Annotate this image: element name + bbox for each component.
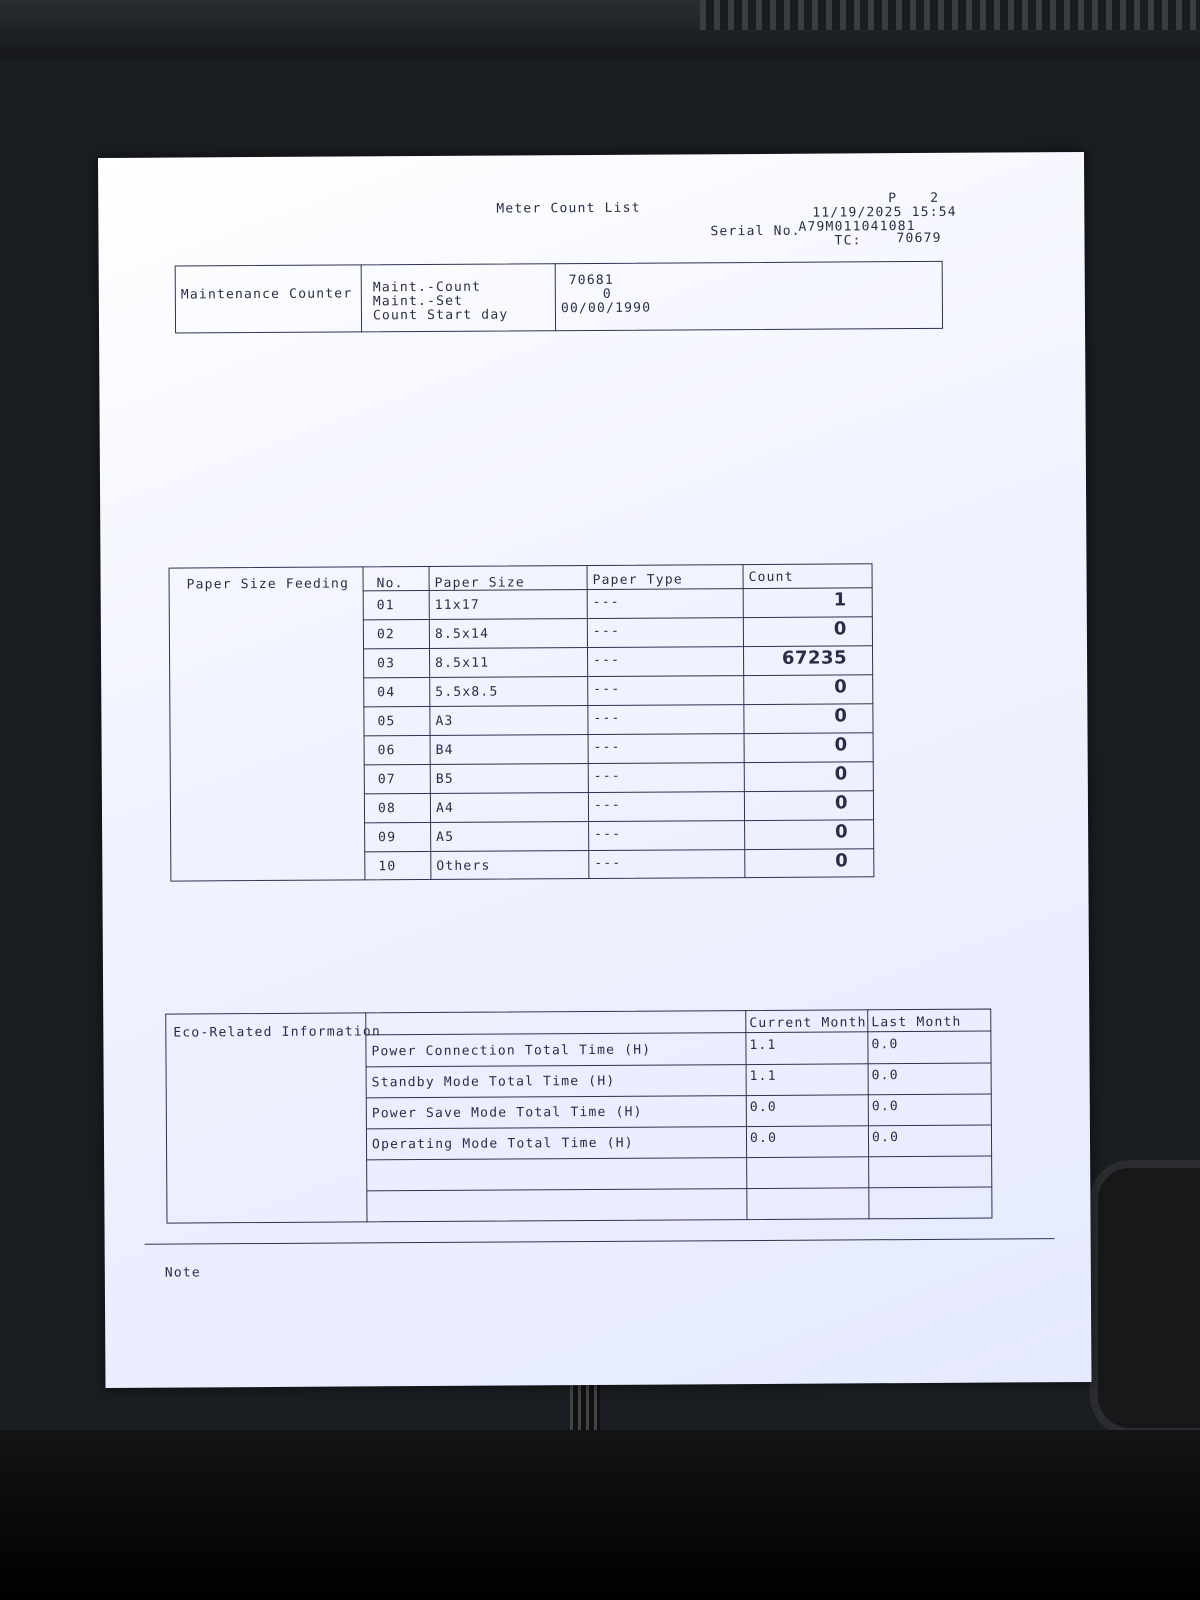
count-start-day-value: 00/00/1990 <box>560 300 652 317</box>
paper-feeding-label: Paper Size Feeding <box>186 576 350 593</box>
table-row-no: 04 <box>377 685 396 701</box>
serial-label: Serial No. <box>710 223 801 240</box>
maint-set-value: 0 <box>602 286 612 302</box>
col-last-month: Last Month <box>871 1014 962 1031</box>
table-row-size: 11x17 <box>434 597 480 613</box>
table-row-type: --- <box>594 855 622 871</box>
eco-row-last: 0.0 <box>871 1068 899 1084</box>
table-row-count: 0 <box>833 618 847 640</box>
count-start-day-label: Count Start day <box>372 307 509 324</box>
table-row-no: 08 <box>377 801 397 817</box>
table-row-count: 67235 <box>781 647 848 669</box>
table-row-no: 10 <box>378 859 397 875</box>
eco-row-current: 1.1 <box>749 1068 777 1085</box>
serial-value: A79M011041081 <box>798 219 916 235</box>
table-row-type: --- <box>593 739 621 755</box>
table-row-size: 5.5x8.5 <box>435 684 499 700</box>
printer-vent <box>700 0 1200 30</box>
table-row-count: 0 <box>834 792 849 814</box>
table-row-count: 0 <box>834 734 848 756</box>
table-row-no: 03 <box>377 656 396 672</box>
eco-row-last: 0.0 <box>871 1037 899 1053</box>
table-row-count: 0 <box>834 676 848 698</box>
page-number: 2 <box>930 190 940 206</box>
table-row-count: 0 <box>835 850 849 872</box>
table-row-type: --- <box>592 594 620 610</box>
maint-set-label: Maint.-Set <box>372 293 464 310</box>
table-row-count: 0 <box>835 821 849 843</box>
table-row-no: 02 <box>376 627 396 643</box>
col-current-month: Current Month <box>749 1015 867 1032</box>
page-title: Meter Count List <box>496 200 641 217</box>
table-row-count: 0 <box>834 705 848 727</box>
table-row-size: A3 <box>435 713 454 729</box>
table-row-size: A5 <box>436 829 455 845</box>
table-row-type: --- <box>593 710 621 726</box>
eco-row-label: Power Connection Total Time (H) <box>371 1042 652 1060</box>
maint-count-value: 70681 <box>568 272 614 289</box>
table-row-size: B5 <box>435 771 454 787</box>
eco-label: Eco-Related Information <box>173 1024 382 1041</box>
table-row-type: --- <box>592 623 621 639</box>
note-label: Note <box>164 1265 201 1281</box>
tc-value: 70679 <box>896 230 942 247</box>
col-count: Count <box>748 569 794 586</box>
col-paper-type: Paper Type <box>592 572 683 588</box>
desk-surface-bottom <box>0 1430 1200 1600</box>
col-no: No. <box>376 576 404 592</box>
col-paper-size: Paper Size <box>434 575 525 591</box>
table-row-count: 0 <box>834 763 848 785</box>
note-divider <box>145 1238 1055 1245</box>
eco-row-current: 0.0 <box>749 1130 778 1147</box>
maintenance-label: Maintenance Counter <box>180 286 353 303</box>
eco-row-current: 0.0 <box>749 1099 777 1116</box>
table-row-type: --- <box>594 826 622 842</box>
table-row-type: --- <box>593 768 621 784</box>
table-row-no: 01 <box>376 598 395 614</box>
table-row-no: 09 <box>378 830 397 846</box>
table-row-type: --- <box>593 797 622 813</box>
eco-row-label: Power Save Mode Total Time (H) <box>371 1104 643 1122</box>
table-row-count: 1 <box>833 589 847 611</box>
table-row-size: 8.5x11 <box>435 655 490 671</box>
print-datetime: 11/19/2025 15:54 <box>812 204 957 221</box>
tc-label: TC: <box>834 233 862 249</box>
eco-row-last: 0.0 <box>871 1099 899 1115</box>
table-row-no: 07 <box>377 772 396 788</box>
table-row-no: 06 <box>377 743 396 759</box>
table-row-type: --- <box>593 652 621 668</box>
table-row-type: --- <box>593 681 621 697</box>
eco-row-last: 0.0 <box>871 1130 900 1146</box>
maint-count-label: Maint.-Count <box>372 279 482 296</box>
meter-count-sheet <box>98 152 1091 1388</box>
page-label: P <box>888 191 898 207</box>
table-row-size: Others <box>436 858 491 874</box>
table-row-size: A4 <box>435 800 455 816</box>
eco-row-label: Operating Mode Total Time (H) <box>371 1135 634 1153</box>
tray-handle <box>1090 1160 1200 1436</box>
table-row-size: 8.5x14 <box>434 626 490 642</box>
eco-row-current: 1.1 <box>749 1037 777 1054</box>
table-row-size: B4 <box>435 742 454 758</box>
table-row-no: 05 <box>377 714 396 730</box>
eco-row-label: Standby Mode Total Time (H) <box>371 1073 616 1091</box>
